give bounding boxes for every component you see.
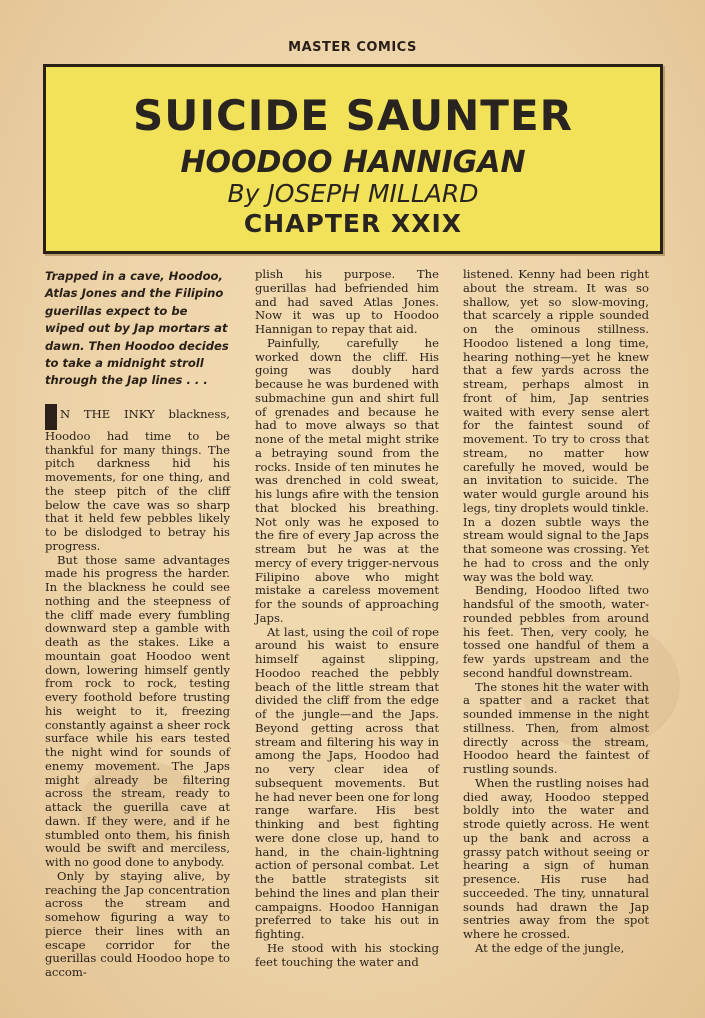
paragraph-text: N THE INKY blackness, Hoodoo had time to be thankful for many things. The pitch darkness hid his movements, for one thing, and the steep pitch of the cliff below the cave was so sharp that it held few pebbles likely to be dislodged to betray his progress. — [45, 406, 230, 553]
paragraph: Painfully, carefully he worked down the cliff. His going was doubly hard because he was burdened with submachine gun and shirt full of grenades and because he had to move always so that none of the metal might strike a betraying sound from the rocks. Inside of ten minutes he was drenched in cold sweat, his lungs afire with the tension that blocked his breathing. Not only was he exposed to the fire of every Jap across the stream but he was at the mercy of every trigger-nervous Filipino above who might mistake a careless movement for the sounds of approaching Japs. — [255, 335, 439, 625]
title-banner — [43, 64, 663, 254]
author-byline: By JOSEPH MILLARD — [227, 179, 479, 208]
paragraph: But those same advantages made his progress the harder. In the blackness he could see nothing and the steepness of the cliff made every fumbling downward step a gamble with death as the stakes. Like a mountain goat Hoodoo went down, lowering himself gently from rock to rock, testing every foothold before trusting his weight to it, freezing constantly against a sheer rock surface while his ears tested the night wind for sounds of enemy movement. The Japs might already be filtering across the stream, ready to attack the guerilla cave at dawn. If they were, and if he stumbled onto them, his finish would be swift and merciless, with no good done to anybody. — [45, 552, 230, 870]
paragraph — [45, 404, 230, 554]
paragraph: When the rustling noises had died away, Hoodoo stepped boldly into the water and strode quietly across. He went up the bank and across a grassy patch without seeing or hearing a sign of human presence. His ruse had succeeded. The tiny, unnatural sounds had drawn the Jap sentries away from the spot where he crossed. — [463, 775, 649, 941]
story-title: SUICIDE SAUNTER — [132, 91, 573, 140]
drop-cap-i — [45, 404, 57, 430]
paragraph: At the edge of the jungle, — [475, 940, 625, 955]
text-column-2 — [255, 268, 439, 969]
magazine-header: MASTER COMICS — [288, 40, 417, 55]
paragraph: Bending, Hoodoo lifted two handsful of the smooth, water-rounded pebbles from around his feet. Then, very cooly, he tossed one handful of them a few yards upstream and the second handful downstream. — [463, 583, 649, 680]
hero-name: HOODOO HANNIGAN — [180, 145, 526, 180]
paragraph: Only by staying alive, by reaching the Jap concentration across the stream and somehow figuring a way to pierce their lines with an escape corridor for the guerillas could Hoodoo hope to accom- — [45, 868, 230, 980]
intro-blurb: Trapped in a cave, Hoodoo, Atlas Jones and the Filipino guerillas expect to be wiped out by Jap mortars at dawn. Then Hoodoo decides to take a midnight stroll through the Jap lines . . . — [45, 269, 229, 388]
text-column-1 — [45, 268, 230, 980]
text-column-3 — [463, 268, 649, 956]
paragraph: At last, using the coil of rope around his waist to ensure himself against slipping, Hoodoo reached the pebbly beach of the little stream that divided the cliff from the edge of the jungle—and the Japs. Beyond getting across that stream and filtering his way in among the Japs, Hoodoo had no very clear idea of subsequent movements. But he had never been one for long range warfare. His best thinking and best fighting were done close up, hand to hand, in the chain-lightning action of personal combat. Let the battle strategists sit behind the lines and plan their campaigns. Hoodoo Hannigan preferred to take his out in fighting. — [255, 624, 439, 941]
paragraph: listened. Kenny had been right about the stream. It was so shallow, yet so slow-moving, that scarcely a ripple sounded on the ominous stillness. Hoodoo listened a long time, hearing nothing—yet he knew that a few yards across the stream, perhaps almost in front of him, Jap sentries waited with every sense alert for the faintest sound of movement. To try to cross that stream, no matter how carefully he moved, would be an invitation to suicide. The water would gurgle around his legs, tiny droplets would tinkle. In a dozen subtle ways the stream would signal to the Japs that someone was crossing. Yet he had to cross and the only way was the bold way. — [463, 267, 649, 584]
paragraph: The stones hit the water with a spatter and a racket that sounded immense in the night stillness. Then, from almost directly across the stream, Hoodoo heard the faintest of rustling sounds. — [463, 679, 649, 776]
chapter-number: CHAPTER XXIX — [243, 209, 463, 238]
paragraph: He stood with his stocking feet touching the water and — [255, 940, 439, 969]
paragraph: plish his purpose. The guerillas had befriended him and had saved Atlas Jones. Now it was up to Hoodoo Hannigan to repay that aid. — [255, 267, 439, 336]
